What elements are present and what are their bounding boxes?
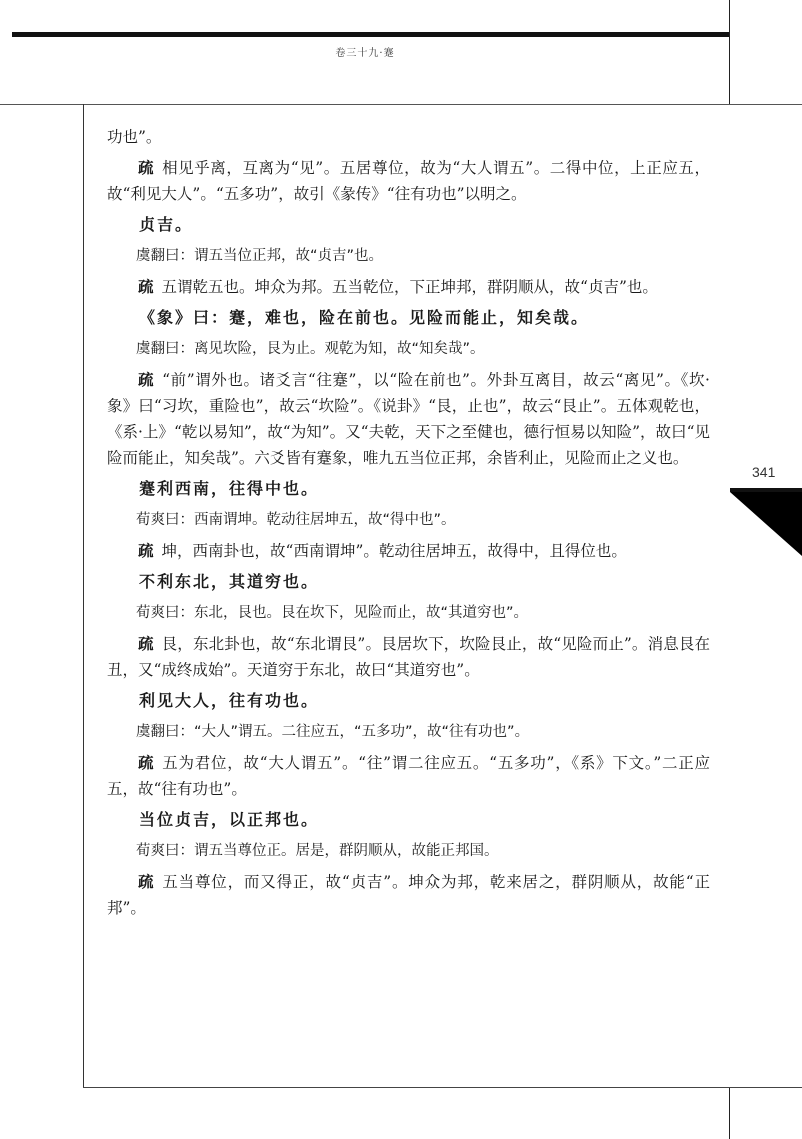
header-rule bbox=[0, 104, 802, 105]
top-rule bbox=[12, 32, 730, 37]
paragraph-text: 五为君位，故“大人谓五”。“往”谓二往应五。“五多功”，《系》下文。”二正应五，故“往有功也”。 bbox=[107, 754, 710, 798]
commentary-paragraph bbox=[107, 507, 710, 533]
text-frame-bottom bbox=[83, 1087, 802, 1088]
shu-marker: 疏 bbox=[138, 370, 155, 389]
paragraph-continuation bbox=[107, 124, 710, 150]
text-frame-left bbox=[83, 104, 84, 1088]
paragraph-text: 当位贞吉，以正邦也。 bbox=[139, 810, 320, 829]
shu-marker: 疏 bbox=[138, 753, 155, 772]
paragraph-text: 荀爽曰：东北，艮也。艮在坎下，见险而止，故“其道穷也”。 bbox=[136, 605, 529, 621]
body-text bbox=[107, 124, 710, 926]
paragraph-text: 荀爽曰：西南谓坤。乾动往居坤五，故“得中也”。 bbox=[136, 512, 456, 528]
shu-paragraph bbox=[107, 538, 710, 564]
shu-marker: 疏 bbox=[138, 277, 154, 296]
paragraph-text: 虞翻曰：谓五当位正邦，故“贞吉”也。 bbox=[136, 248, 384, 264]
page-edge-line bbox=[729, 1088, 730, 1139]
paragraph-text: 功也”。 bbox=[107, 128, 162, 146]
paragraph-text: 虞翻曰：离见坎险，艮为止。观乾为知，故“知矣哉”。 bbox=[136, 341, 485, 357]
page-number: 341 bbox=[752, 464, 776, 480]
paragraph-text: 蹇利西南，往得中也。 bbox=[139, 479, 320, 498]
shu-marker: 疏 bbox=[138, 872, 155, 891]
paragraph-text: 不利东北，其道穷也。 bbox=[139, 572, 320, 591]
shu-paragraph bbox=[107, 869, 710, 921]
shu-marker: 疏 bbox=[138, 634, 154, 653]
shu-paragraph bbox=[107, 631, 710, 683]
commentary-paragraph bbox=[107, 600, 710, 626]
commentary-paragraph bbox=[107, 243, 710, 269]
paragraph-text: 利见大人，往有功也。 bbox=[139, 691, 320, 710]
classic-text bbox=[107, 305, 710, 331]
shu-paragraph bbox=[107, 367, 710, 471]
classic-text bbox=[107, 807, 710, 833]
classic-text bbox=[107, 688, 710, 714]
paragraph-text: 坤，西南卦也，故“西南谓坤”。乾动往居坤五，故得中，且得位也。 bbox=[161, 542, 627, 560]
thumb-tab-triangle bbox=[730, 492, 802, 556]
paragraph-text: 荀爽曰：谓五当尊位正。居是，群阴顺从，故能正邦国。 bbox=[136, 843, 499, 859]
paragraph-text: 艮，东北卦也，故“东北谓艮”。艮居坎下，坎险艮止，故“见险而止”。消息艮在丑，又“成终成始”。天道穷于东北，故曰“其道穷也”。 bbox=[107, 635, 710, 679]
paragraph-text: 五当尊位，而又得正，故“贞吉”。坤众为邦，乾来居之，群阴顺从，故能“正邦”。 bbox=[107, 873, 710, 917]
paragraph-text: 虞翻曰：“大人”谓五。二往应五，“五多功”，故“往有功也”。 bbox=[136, 724, 530, 740]
shu-paragraph bbox=[107, 155, 710, 207]
shu-marker: 疏 bbox=[138, 158, 155, 177]
paragraph-text: 《象》曰：蹇，难也，险在前也。见险而能止，知矣哉。 bbox=[139, 308, 590, 327]
paragraph-text: 贞吉。 bbox=[139, 215, 194, 234]
commentary-paragraph bbox=[107, 719, 710, 745]
shu-paragraph bbox=[107, 750, 710, 802]
paragraph-text: 相见乎离，互离为“见”。五居尊位，故为“大人谓五”。二得中位，上正应五，故“利见大人”。“五多功”，故引《彖传》“往有功也”以明之。 bbox=[107, 159, 710, 203]
commentary-paragraph bbox=[107, 838, 710, 864]
commentary-paragraph bbox=[107, 336, 710, 362]
paragraph-text: “前”谓外也。诸爻言“往蹇”，以“险在前也”。外卦互离目，故云“离见”。《坎·象》曰“习坎，重险也”，故云“坎险”。《说卦》“艮，止也”，故云“艮止”。五体观乾也，《系·上》“乾以易知”，故“为知”。又“夫乾，天下之至健也，德行恒易以知险”，故曰“见险而能止，知矣哉”。六爻皆有蹇象，唯九五当位正邦，余皆利止，见险而止之义也。 bbox=[107, 371, 710, 467]
paragraph-text: 五谓乾五也。坤众为邦。五当乾位，下正坤邦，群阴顺从，故“贞吉”也。 bbox=[161, 278, 658, 296]
classic-text bbox=[107, 476, 710, 502]
shu-marker: 疏 bbox=[138, 541, 154, 560]
shu-paragraph bbox=[107, 274, 710, 300]
running-head: 卷三十九·蹇 bbox=[335, 48, 395, 59]
classic-text bbox=[107, 212, 710, 238]
classic-text bbox=[107, 569, 710, 595]
